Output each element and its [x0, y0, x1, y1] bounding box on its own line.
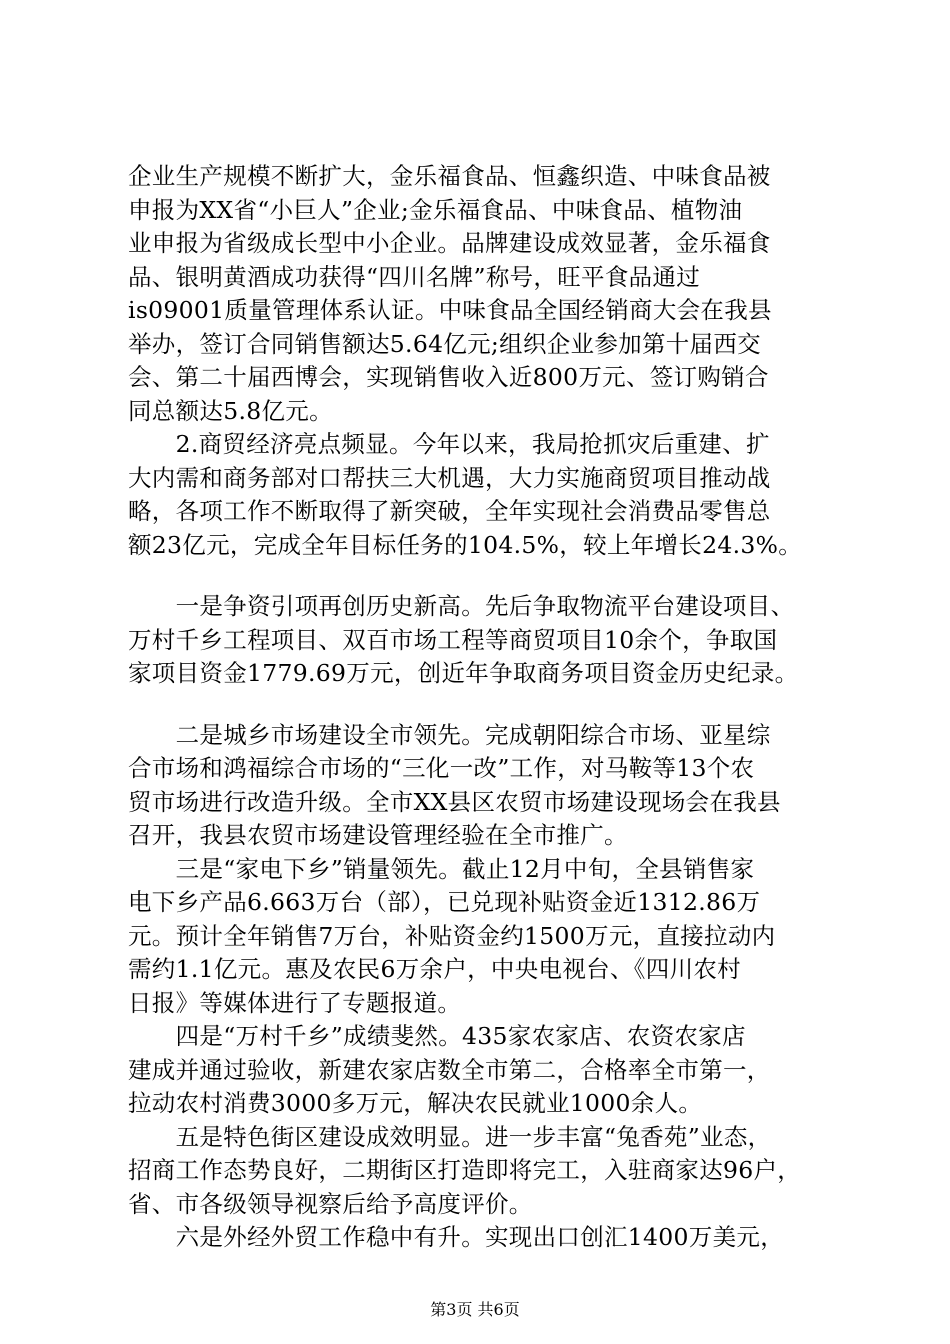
text-line: 招商工作态势良好，二期街区打造即将完工，入驻商家达96户，	[128, 1156, 802, 1184]
text-line: 贸市场进行改造升级。全市XX县区农贸市场建设现场会在我县	[128, 787, 781, 816]
text-line: 需约1.1亿元。惠及农民6万余户，中央电视台、《四川农村	[128, 955, 741, 983]
text-line: 一是争资引项再创历史新高。先后争取物流平台建设项目、	[128, 592, 795, 620]
text-line: 品、银明黄酒成功获得“四川名牌”称号，旺平食品通过	[128, 262, 701, 291]
text-line: 会、第二十届西博会，实现销售收入近800万元、签订购销合	[128, 363, 769, 391]
text-line: 业申报为省级成长型中小企业。品牌建设成效显著，金乐福食	[128, 229, 771, 257]
text-line: 拉动农村消费3000多万元，解决农民就业1000余人。	[128, 1089, 703, 1117]
text-line: 举办，签订合同销售额达5.64亿元;组织企业参加第十届西交	[128, 329, 761, 358]
text-line: 四是“万村千乡”成绩斐然。435家农家店、农资农家店	[128, 1022, 746, 1050]
text-line: 略，各项工作不断取得了新突破，全年实现社会消费品零售总	[128, 497, 771, 525]
page-footer: 第3页 共6页	[430, 1300, 520, 1319]
text-line: 企业生产规模不断扩大，金乐福食品、恒鑫织造、中味食品被	[128, 162, 771, 190]
text-line: 六是外经外贸工作稳中有升。实现出口创汇1400万美元，	[128, 1223, 785, 1251]
text-line: 召开，我县农贸市场建设管理经验在全市推广。	[128, 821, 628, 849]
text-line: 万村千乡工程项目、双百市场工程等商贸项目10余个，争取国	[128, 625, 778, 654]
text-line: 合市场和鸿福综合市场的“三化一改”工作，对马鞍等13个农	[128, 754, 755, 782]
text-line: 五是特色街区建设成效明显。进一步丰富“兔香苑”业态，	[128, 1122, 772, 1151]
text-line: is09001质量管理体系认证。中味食品全国经销商大会在我县	[128, 296, 772, 324]
text-line: 元。预计全年销售7万台，补贴资金约1500万元，直接拉动内	[128, 921, 776, 950]
text-line: 大内需和商务部对口帮扶三大机遇，大力实施商贸项目推动战	[128, 463, 771, 492]
text-line: 日报》等媒体进行了专题报道。	[128, 988, 462, 1017]
text-line: 同总额达5.8亿元。	[128, 396, 333, 425]
text-line: 2.商贸经济亮点频显。今年以来，我局抢抓灾后重建、扩	[128, 430, 770, 458]
text-line: 家项目资金1779.69万元，创近年争取商务项目资金历史纪录。	[128, 659, 799, 687]
text-line: 二是城乡市场建设全市领先。完成朝阳综合市场、亚星综	[128, 720, 771, 749]
text-line: 电下乡产品6.663万台（部），已兑现补贴资金近1312.86万	[128, 888, 761, 916]
text-line: 申报为XX省“小巨人”企业;金乐福食品、中味食品、植物油	[128, 195, 743, 224]
text-line: 省、市各级领导视察后给予高度评价。	[128, 1189, 533, 1218]
text-line: 建成并通过验收，新建农家店数全市第二，合格率全市第一，	[128, 1055, 771, 1084]
text-line: 三是“家电下乡”销量领先。截止12月中旬，全县销售家	[128, 854, 755, 883]
text-line: 额23亿元，完成全年目标任务的104.5%，较上年增长24.3%。	[128, 530, 803, 559]
